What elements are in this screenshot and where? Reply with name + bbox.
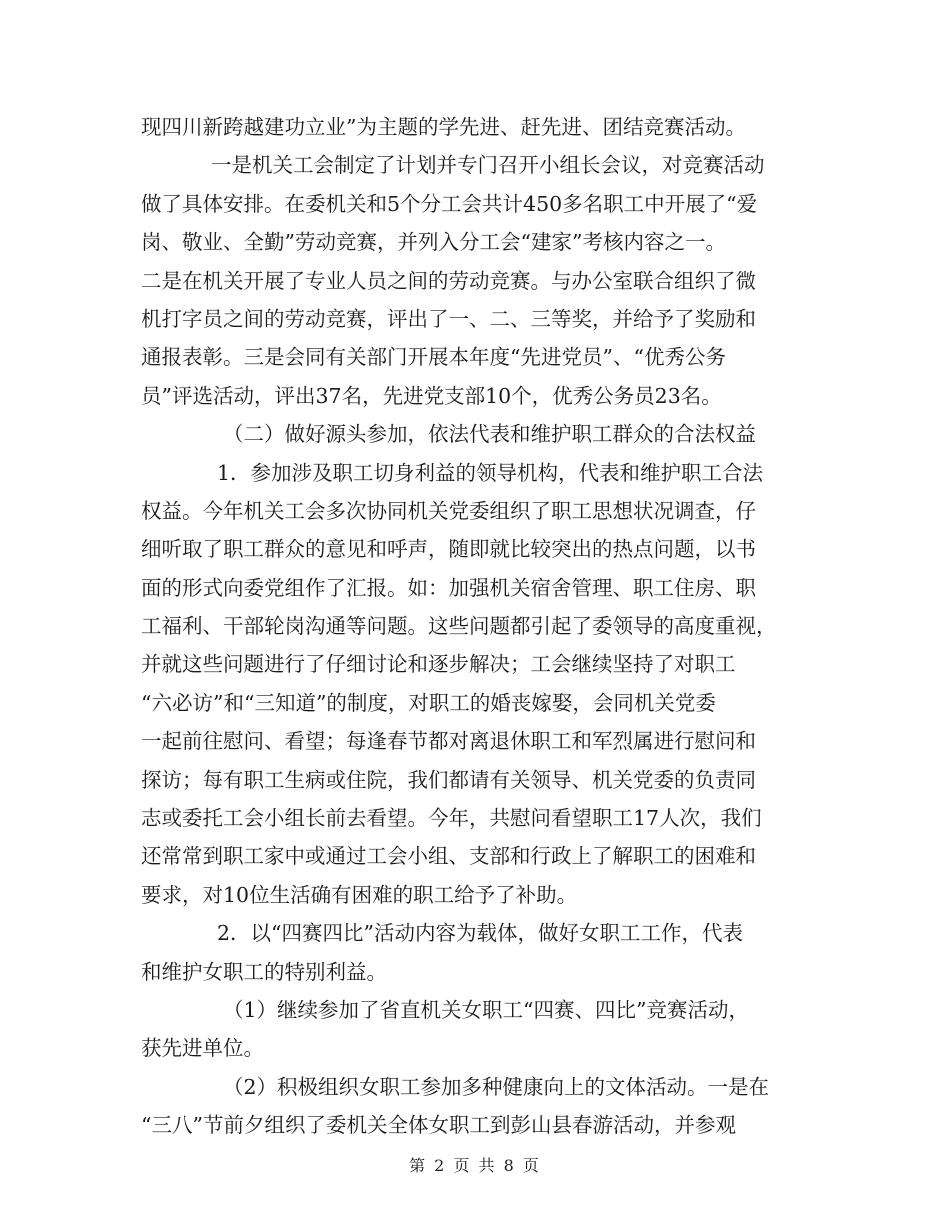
text-line: （二）做好源头参加，依法代表和维护职工群众的合法权益	[223, 422, 756, 447]
text-line: 现四川新跨越建功立业”为主题的学先进、赶先进、团结竞赛活动。	[141, 115, 746, 139]
text-line: 二是在机关开展了专业人员之间的劳动竞赛。与办公室联合组织了微	[141, 268, 756, 293]
text-line: 1．参加涉及职工切身利益的领导机构，代表和维护职工合法	[217, 460, 764, 485]
text-line: 2．以“四赛四比”活动内容为载体，做好女职工工作，代表	[217, 921, 744, 946]
text-line: “三八”节前夕组织了委机关全体女职工到彭山县春游活动，并参观	[141, 1113, 736, 1138]
text-line: 机打字员之间的劳动竞赛，评出了一、二、三等奖，并给予了奖励和	[141, 306, 756, 331]
text-line: 做了具体安排。在委机关和5个分工会共计450多名职工中开展了“爱	[141, 191, 758, 216]
text-line: （1）继续参加了省直机关女职工“四赛、四比”竞赛活动，	[223, 997, 750, 1022]
text-line: 志或委托工会小组长前去看望。今年，共慰问看望职工17人次，我们	[141, 806, 762, 831]
text-line: 还常常到职工家中或通过工会小组、支部和行政上了解职工的困难和	[141, 844, 756, 869]
text-line: 一起前往慰问、看望；每逢春节都对离退休职工和军烈属进行慰问和	[141, 729, 756, 754]
text-line: 和维护女职工的特别利益。	[141, 959, 387, 984]
text-line: 获先进单位。	[141, 1036, 264, 1061]
text-line: 一是机关工会制定了计划并专门召开小组长会议，对竞赛活动	[211, 153, 765, 178]
text-line: （2）积极组织女职工参加多种健康向上的文体活动。一是在	[223, 1074, 770, 1099]
text-line: 面的形式向委党组作了汇报。如：加强机关宿舍管理、职工住房、职	[141, 575, 756, 600]
text-line: 通报表彰。三是会同有关部门开展本年度“先进党员”、“优秀公务	[141, 345, 726, 370]
text-line: “六必访”和“三知道”的制度，对职工的婚丧嫁娶，会同机关党委	[141, 690, 716, 715]
text-line: 权益。今年机关工会多次协同机关党委组织了职工思想状况调查，仔	[141, 498, 756, 523]
text-line: 探访；每有职工生病或住院，我们都请有关领导、机关党委的负责同	[141, 767, 756, 792]
text-line: 工福利、干部轮岗沟通等问题。这些问题都引起了委领导的高度重视，	[141, 614, 777, 639]
page-footer: 第 2 页 共 8 页	[409, 1156, 541, 1175]
document-body	[141, 108, 821, 1145]
text-line: 岗、敬业、全勤”劳动竞赛，并列入分工会“建家”考核内容之一。	[141, 230, 726, 255]
text-line: 员”评选活动，评出37名，先进党支部10个，优秀公务员23名。	[141, 383, 722, 408]
text-line: 细听取了职工群众的意见和呼声，随即就比较突出的热点问题，以书	[141, 537, 756, 562]
text-line: 并就这些问题进行了仔细讨论和逐步解决；工会继续坚持了对职工	[141, 652, 736, 677]
text-line: 要求，对10位生活确有困难的职工给予了补助。	[141, 882, 578, 907]
